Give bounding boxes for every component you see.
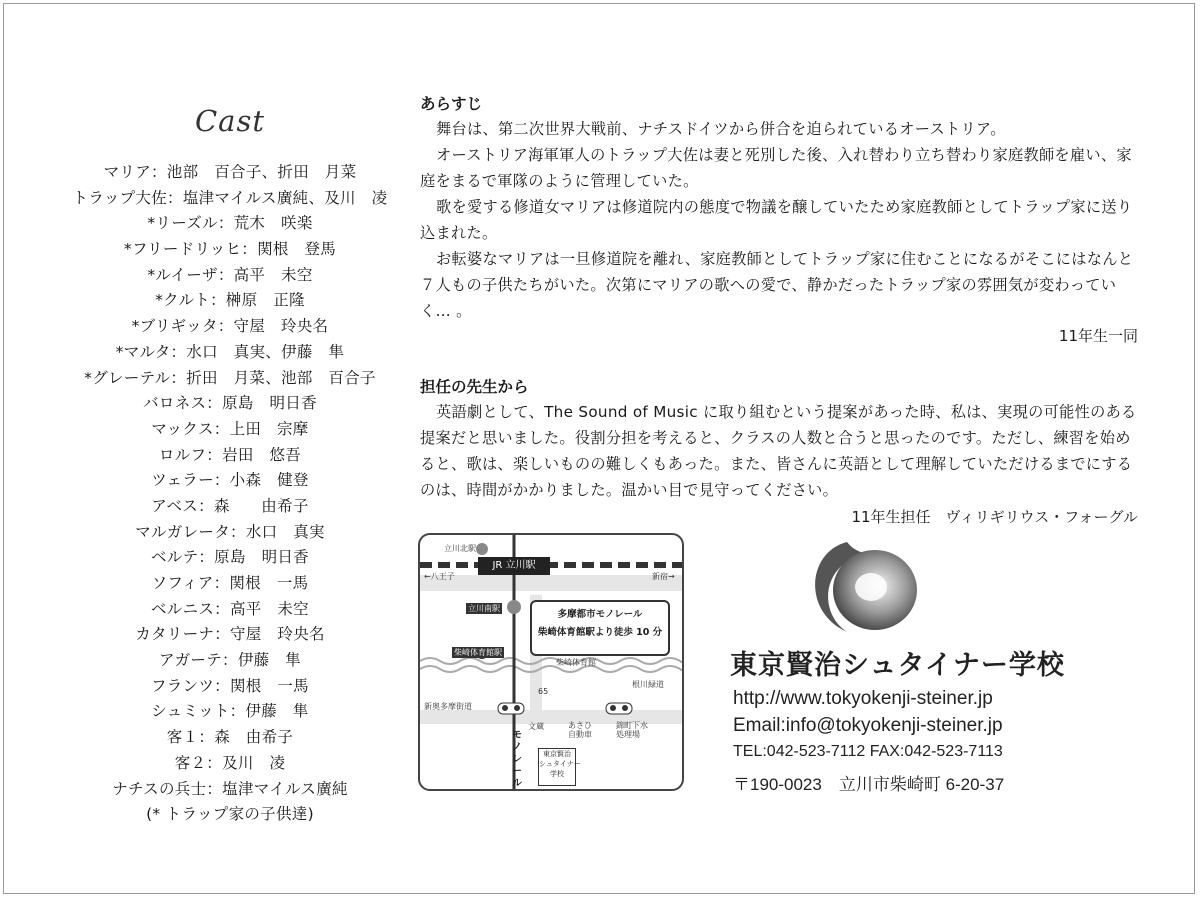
map-label-shibasaki-station: 柴崎体育館駅 (454, 648, 502, 657)
cast-member: ベルテ：原島 明日香 (150, 548, 309, 567)
cast-member: *グレーテル：折田 月菜、池部 百合子 (84, 368, 376, 387)
school-address: 〒190-0023 立川市柴崎町 6-20-37 (733, 775, 1005, 794)
cast-member: マルガレータ：水口 真実 (135, 522, 325, 541)
synopsis-paragraph: お転婆なマリアは一旦修道院を離れ、家庭教師としてトラップ家に住むことになるがそこにはなんと７人もの子供たちがいた。次第にマリアの歌への愛で、静かだったトラップ家の雰囲気が変わっていく… 。 (420, 250, 1134, 320)
cast-member: フランツ：関根 一馬 (150, 676, 309, 695)
cast-member: シュミット：伊藤 隼 (151, 702, 309, 721)
cast-member: *リーズル：荒木 咲楽 (147, 214, 313, 233)
synopsis-paragraph: 歌を愛する修道女マリアは修道院内の態度で物議を醸していたため家庭教師としてトラップ家に送り込まれた。 (420, 198, 1133, 242)
cast-member: ロルフ：岩田 悠吾 (158, 445, 302, 464)
cast-member: ツェラー：小森 健登 (151, 471, 309, 490)
synopsis-signature: 11年生一同 (1058, 327, 1138, 345)
map-label-sewer: 錦町下水 処理場 (616, 721, 648, 739)
map-label-right-direction: 新宿→ (652, 572, 675, 581)
teacher-signature: 11年生担任 ヴィリギリウス・フォーグル (851, 508, 1138, 526)
synopsis-paragraph: オーストリア海軍軍人のトラップ大佐は妻と死別した後、入れ替わり立ち替わり家庭教師を雇い、家庭をまるで軍隊のように管理していた。 (420, 146, 1132, 190)
cast-member: マリア：池部 百合子、折田 月菜 (103, 163, 357, 181)
map-label-shibasaki-gym: 柴崎体育館 (556, 658, 596, 667)
synopsis-paragraph: 舞台は、第二次世界大戦前、ナチスドイツから併合を迫られているオーストリア。 (436, 120, 1006, 138)
cast-member: 客１：森 由希子 (166, 728, 294, 747)
teacher-heading: 担任の先生から (420, 378, 529, 396)
cast-note: (* トラップ家の子供達) (146, 805, 314, 824)
cast-member: *フリードリッヒ：関根 登馬 (123, 240, 337, 259)
callout-line-2: 柴崎体育館駅より徒歩 10 分 (537, 627, 663, 638)
cast-member: ソフィア：関根 一馬 (151, 574, 309, 592)
cast-member: マックス：上田 宗摩 (151, 419, 309, 438)
teacher-paragraph: 英語劇として、The Sound of Music に取り組むという提案があった時、私は、実現の可能性のある提案だと思いました。役割分担を考えると、クラスの人数と合うと思ったのです。ただし、練習を始めると、歌は、楽しいものの難しくもあった。また、皆さんに英語として理解していただけるまでにするのは、時間がかかりました。温かい目で見守ってください。 (420, 403, 1137, 499)
map-label-jr-station: JR 立川駅 (478, 557, 550, 575)
school-logo-icon (807, 532, 925, 642)
cast-member: トラップ大佐：塩津マイルス廣純、及川 凌 (72, 188, 388, 207)
school-tel-fax: TEL:042-523-7112 FAX:042-523-7113 (733, 743, 1003, 760)
cast-title: Cast (194, 104, 265, 138)
cast-member: *ルイーザ：高平 未空 (147, 265, 313, 284)
cast-member: バロネス：原島 明日香 (143, 394, 317, 413)
cast-member: アガーテ：伊藤 隼 (158, 651, 302, 670)
map-label-road-65: 65 (538, 687, 549, 696)
map-label-north-station: 立川北駅 (444, 544, 476, 553)
school-email[interactable]: Email:info@tokyokenji-steiner.jp (733, 715, 1003, 736)
cast-member: アベス：森 由希子 (151, 496, 309, 515)
cast-list (20, 160, 440, 828)
map-label-minami-station: 立川南駅 (468, 604, 500, 613)
callout-line-1: 多摩都市モノレール (557, 609, 643, 620)
cast-member: 客２：及川 凌 (174, 753, 286, 772)
school-name: 東京賢治シュタイナー学校 (730, 650, 1065, 681)
map-label-bunzo: 文蔵 (528, 722, 544, 731)
synopsis-heading: あらすじ (420, 95, 483, 113)
cast-member: *ブリギッタ：守屋 玲央名 (131, 317, 329, 336)
map-label-aoyagi: あさひ 自動車 (568, 721, 592, 739)
cast-member: *クルト：榊原 正隆 (155, 291, 305, 310)
map-label-left-direction: ←八王子 (424, 572, 455, 581)
cast-member: ベルニス：高平 未空 (150, 599, 309, 618)
map-label-nemugawa: 根川緑道 (632, 680, 664, 689)
cast-member: ナチスの兵士：塩津マイルス廣純 (112, 779, 348, 798)
cast-member: カタリーナ：守屋 玲央名 (135, 625, 325, 644)
school-url[interactable]: http://www.tokyokenji-steiner.jp (733, 688, 993, 709)
map-label-monorail: モノレール (512, 730, 522, 789)
map-label-shinoume: 新奥多摩街道 (424, 702, 472, 711)
cast-member: *マルタ：水口 真実、伊藤 隼 (115, 342, 345, 361)
map-callout (530, 600, 670, 656)
map-school-marker: 東京賢治 シュタイナー 学校 (538, 748, 576, 786)
